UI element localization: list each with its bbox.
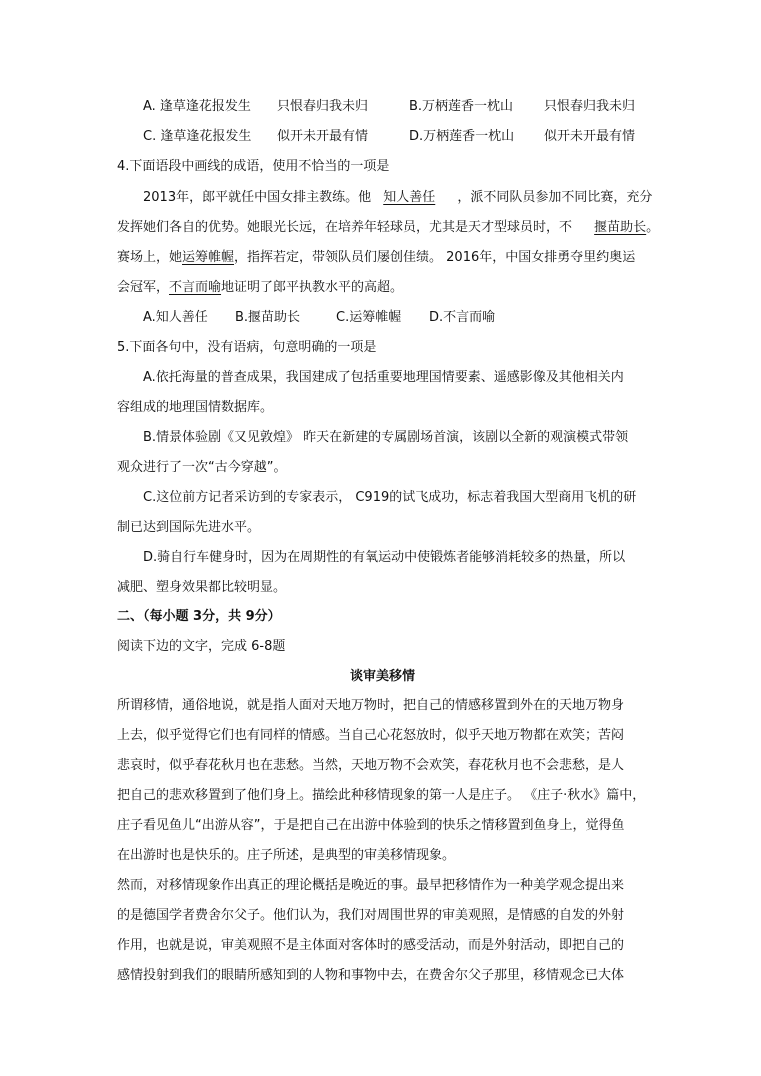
q4-paragraph-line-1 bbox=[143, 189, 652, 207]
q4-option-a: A.知人善任 bbox=[143, 310, 208, 325]
q3-option-a: A. 逢草逢花报发生 bbox=[143, 99, 251, 114]
q4-stem: 4.下面语段中画线的成语，使用不恰当的一项是 bbox=[117, 159, 390, 174]
q3-option-d-line: 似开未开最有情 bbox=[544, 129, 636, 144]
q4-option-c: C.运筹帷幄 bbox=[336, 310, 402, 325]
q5-option-a-line-1: A.依托海量的普查成果，我国建成了包括重要地理国情要素、遥感影像及其他相关内 bbox=[143, 370, 624, 385]
q4-paragraph-line-4 bbox=[117, 279, 403, 297]
q4-underlined-idiom: 运筹帷幄 bbox=[182, 250, 235, 265]
q4-option-d: D.不言而喻 bbox=[429, 310, 496, 325]
q4-text: 。 bbox=[646, 220, 660, 235]
passage-line: 所谓移情，通俗地说，就是指人面对天地万物时，把自己的情感移置到外在的天地万物身 bbox=[117, 698, 625, 713]
q5-option-a-line-2: 容组成的地理国情数据库。 bbox=[117, 400, 274, 415]
q3-option-b: B.万柄莲香一枕山 bbox=[409, 99, 514, 114]
q4-text: 赛场上，她 bbox=[117, 250, 183, 265]
q4-text: 会冠军， bbox=[117, 280, 170, 295]
q4-paragraph-line-3 bbox=[117, 249, 635, 267]
q3-option-d: D.万柄莲香一枕山 bbox=[409, 129, 515, 144]
q5-stem: 5.下面各句中，没有语病，句意明确的一项是 bbox=[117, 340, 377, 355]
q5-option-b-line-2: 观众进行了一次“古今穿越”。 bbox=[117, 460, 287, 475]
reading-instruction: 阅读下边的文字，完成 6-8题 bbox=[117, 639, 286, 654]
passage-line: 庄子看见鱼儿“出游从容”，于是把自己在出游中体验到的快乐之情移置到鱼身上，觉得鱼 bbox=[117, 818, 625, 833]
passage-line: 然而，对移情现象作出真正的理论概括是晚近的事。最早把移情作为一种美学观念提出来 bbox=[117, 878, 625, 893]
passage-line: 把自己的悲欢移置到了他们身上。描绘此种移情现象的第一人是庄子。 《庄子·秋水》篇中， bbox=[117, 788, 646, 803]
passage-line: 感情投射到我们的眼睛所感知到的人物和事物中去，在费舍尔父子那里，移情观念已大体 bbox=[117, 968, 625, 983]
passage-line: 在出游时也是快乐的。庄子所述，是典型的审美移情现象。 bbox=[117, 848, 456, 863]
q5-option-b-line-1: B.情景体验剧《又见敦煌》 昨天在新建的专属剧场首演，该剧以全新的观演模式带领 bbox=[143, 430, 629, 445]
q4-underlined-idiom: 不言而喻 bbox=[169, 280, 222, 295]
section-header: 二、（每小题 3分，共 9分） bbox=[117, 609, 281, 624]
q3-option-c: C. 逢草逢花报发生 bbox=[143, 129, 252, 144]
q4-text: 地证明了郎平执教水平的高超。 bbox=[221, 280, 404, 295]
q3-option-a-line: 只恨春归我未归 bbox=[277, 99, 369, 114]
q5-option-d-line-1: D.骑自行车健身时，因为在周期性的有氧运动中使锻炼者能够消耗较多的热量，所以 bbox=[143, 550, 626, 565]
q4-underlined-idiom: 揠苗助长 bbox=[594, 220, 647, 235]
passage-line: 上去，似乎觉得它们也有同样的情感。当自己心花怒放时，似乎天地万物都在欢笑；苦闷 bbox=[117, 728, 625, 743]
q4-underlined-idiom: 知人善任 bbox=[383, 190, 436, 205]
passage-line: 悲哀时，似乎春花秋月也在悲愁。当然，天地万物不会欢笑，春花秋月也不会悲愁，是人 bbox=[117, 758, 625, 773]
q4-option-b: B.揠苗助长 bbox=[235, 310, 301, 325]
q4-paragraph-line-2 bbox=[117, 219, 659, 237]
q3-option-c-line: 似开未开最有情 bbox=[277, 129, 369, 144]
q4-text: ，派不同队员参加不同比赛，充分 bbox=[457, 190, 653, 205]
q4-text: ，指挥若定，带领队员们屡创佳绩。 2016年，中国女排勇夺里约奥运 bbox=[234, 250, 636, 265]
q5-option-c-line-1: C.这位前方记者采访到的专家表示， C919的试飞成功，标志着我国大型商用飞机的研 bbox=[143, 490, 637, 505]
q5-option-c-line-2: 制已达到国际先进水平。 bbox=[117, 520, 261, 535]
passage-line: 作用，也就是说，审美观照不是主体面对客体时的感受活动，而是外射活动，即把自己的 bbox=[117, 938, 625, 953]
q3-option-b-line: 只恨春归我未归 bbox=[544, 99, 636, 114]
q5-option-d-line-2: 减肥、塑身效果都比较明显。 bbox=[117, 580, 287, 595]
passage-line: 的是德国学者费舍尔父子。他们认为，我们对周围世界的审美观照，是情感的自发的外射 bbox=[117, 908, 625, 923]
passage-title: 谈审美移情 bbox=[350, 669, 416, 684]
q4-text: 发挥她们各自的优势。她眼光长远，在培养年轻球员，尤其是天才型球员时，不 bbox=[117, 220, 573, 235]
q4-text: 2013年，郎平就任中国女排主教练。他 bbox=[143, 190, 372, 205]
